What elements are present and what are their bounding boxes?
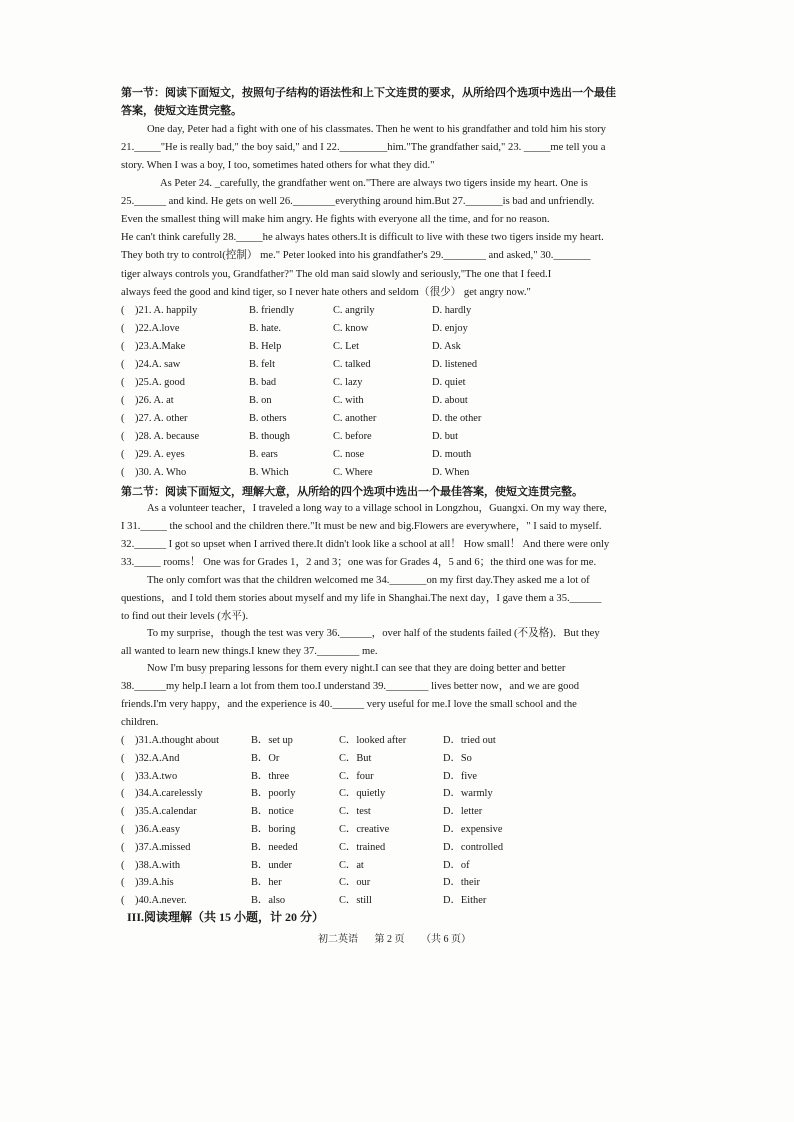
option-c: C. another [333, 413, 377, 424]
option-a: )29. A. eyes [135, 449, 185, 460]
option-c: C. know [333, 323, 369, 334]
option-b: B. friendly [249, 305, 295, 316]
passage1-line: 21._____"He is really bad," the boy said," and I 22._________him."The grandfather said," 23. _____me tell you a [121, 142, 606, 153]
option-d: D. but [432, 431, 458, 442]
option-a: )30. A. Who [135, 467, 187, 478]
answer-blank[interactable]: ( [121, 359, 125, 370]
option-c: C．our [339, 877, 371, 889]
option-c: C. Where [333, 467, 373, 478]
question-row [121, 876, 681, 890]
option-d: D. the other [432, 413, 482, 424]
option-b: B. others [249, 413, 287, 424]
page-footer [318, 930, 485, 945]
option-b: B．notice [251, 806, 294, 818]
option-a: )40.A.never. [135, 895, 187, 907]
answer-blank[interactable]: ( [121, 859, 125, 871]
answer-blank[interactable]: ( [121, 467, 125, 478]
section3-heading: III.阅读理解（共 15 小题，计 20 分） [127, 910, 325, 924]
section1-instructions-line-2: 答案，使短文连贯完整。 [121, 105, 242, 117]
option-b: B．poorly [251, 788, 296, 800]
option-b: B. Which [249, 467, 289, 478]
option-a: )27. A. other [135, 413, 188, 424]
question-row [121, 841, 681, 855]
option-a: )38.A.with [135, 859, 181, 871]
option-d: D. Ask [432, 341, 461, 352]
option-c: C．creative [339, 824, 390, 835]
option-a: )35.A.calendar [135, 806, 197, 818]
passage2-line: I 31._____ the school and the children there."It must be new and big.Flowers are everywhere，" I said to myself. [121, 521, 602, 532]
passage2-line: children. [121, 717, 159, 728]
passage1-line: tiger always controls you, Grandfather?" The old man said slowly and seriously,"The one that I feed.I [121, 269, 552, 280]
option-d: D．expensive [443, 824, 503, 835]
option-a: )32.A.And [135, 752, 180, 764]
option-b: B．also [251, 895, 286, 907]
question-row [121, 394, 681, 408]
option-a: )37.A.missed [135, 841, 191, 853]
answer-blank[interactable]: ( [121, 788, 125, 800]
footer-total: （共 6 页） [421, 934, 471, 945]
option-b: B．her [251, 877, 282, 889]
question-row [121, 304, 681, 318]
option-a: )36.A.easy [135, 824, 181, 835]
option-b: B. felt [249, 359, 275, 370]
option-d: D．five [443, 770, 478, 782]
option-c: C. with [333, 395, 364, 406]
option-a: )22.A.love [135, 323, 180, 334]
passage2-line: questions，and I told them stories about myself and my life in Shanghai.The next day，I gave them a 35.______ [121, 593, 602, 604]
passage2-line: As a volunteer teacher，I traveled a long way to a village school in Longzhou，Guangxi. On my way there, [147, 503, 607, 514]
option-d: D．letter [443, 806, 483, 818]
section2-instructions: 第二节：阅读下面短文，理解大意，从所给的四个选项中选出一个最佳答案，使短文连贯完整。 [121, 486, 583, 498]
passage2-line: To my surprise，though the test was very 36.______，over half of the students failed (不及格)．But they [147, 628, 600, 639]
option-d: D．their [443, 877, 480, 889]
option-d: D. quiet [432, 377, 466, 388]
passage2-line: to find out their levels (水平). [121, 611, 249, 622]
question-row [121, 859, 681, 873]
passage2-line: 32.______ I got so upset when I arrived there.It didn't look like a school at all！ How small！ And there were only [121, 539, 610, 550]
option-d: D．controlled [443, 841, 504, 853]
answer-blank[interactable]: ( [121, 752, 125, 764]
option-c: C. nose [333, 449, 365, 460]
question-row [121, 752, 681, 766]
option-c: C. talked [333, 359, 371, 370]
question-row [121, 894, 681, 908]
option-d: D．of [443, 859, 470, 871]
answer-blank[interactable]: ( [121, 824, 125, 835]
option-b: B. though [249, 431, 290, 442]
passage2-line: The only comfort was that the children welcomed me 34._______on my first day.They asked me a lot of [147, 575, 590, 586]
answer-blank[interactable]: ( [121, 377, 125, 388]
option-d: D. When [432, 467, 470, 478]
answer-blank[interactable]: ( [121, 735, 125, 746]
passage1-line: story. When I was a boy, I too, sometimes hated others for what they did." [121, 160, 435, 171]
answer-blank[interactable]: ( [121, 895, 125, 907]
answer-blank[interactable]: ( [121, 323, 125, 334]
passage1-line: always feed the good and kind tiger, so I never hate others and seldom（很少） get angry now." [121, 287, 531, 298]
question-row [121, 823, 681, 837]
option-b: B. Help [249, 341, 282, 352]
option-b: B．three [251, 770, 290, 782]
option-a: )25.A. good [135, 377, 185, 388]
option-c: C．four [339, 770, 374, 782]
option-b: B. bad [249, 377, 277, 388]
option-b: B．under [251, 859, 292, 871]
answer-blank[interactable]: ( [121, 449, 125, 460]
option-a: )23.A.Make [135, 341, 186, 352]
option-d: D．tried out [443, 735, 496, 746]
option-c: C．quietly [339, 788, 386, 800]
passage1-line: He can't think carefully 28._____he always hates others.It is difficult to live with these two tigers inside my heart. [121, 232, 604, 243]
question-row [121, 340, 681, 354]
passage1-line: As Peter 24. _carefully, the grandfather went on."There are always two tigers inside my heart. One is [160, 178, 588, 189]
answer-blank[interactable]: ( [121, 413, 125, 424]
option-b: B．boring [251, 824, 296, 835]
option-b: B. ears [249, 449, 278, 460]
option-d: D. listened [432, 359, 478, 370]
option-a: )21. A. happily [135, 305, 198, 316]
option-c: C．still [339, 895, 372, 907]
question-row [121, 412, 681, 426]
option-a: )33.A.two [135, 770, 178, 782]
option-c: C．trained [339, 841, 386, 853]
option-d: D. enjoy [432, 323, 468, 334]
option-b: B．Or [251, 752, 280, 764]
question-row [121, 430, 681, 444]
option-d: D．So [443, 752, 472, 764]
option-c: C．test [339, 806, 371, 818]
footer-subject: 初二英语 [318, 934, 358, 945]
option-d: D. hardly [432, 305, 472, 316]
answer-blank[interactable]: ( [121, 877, 125, 889]
passage1-line: Even the smallest thing will make him angry. He fights with everyone all the time, and for no reason. [121, 214, 550, 225]
option-c: C. lazy [333, 377, 363, 388]
question-row [121, 376, 681, 390]
passage1-line: One day, Peter had a fight with one of his classmates. Then he went to his grandfather and told him his story [147, 124, 606, 135]
passage1-line: 25.______ and kind. He gets on well 26.________everything around him.But 27._______is bad and unfriendly. [121, 196, 595, 207]
question-row [121, 805, 681, 819]
passage2-line: all wanted to learn new things.I knew they 37.________ me. [121, 646, 378, 657]
option-d: D. mouth [432, 449, 472, 460]
passage2-line: Now I'm busy preparing lessons for them every night.I can see that they are doing better and better [147, 663, 566, 674]
option-b: B．set up [251, 735, 293, 746]
question-row [121, 734, 681, 748]
answer-blank[interactable]: ( [121, 841, 125, 853]
passage2-line: friends.I'm very happy，and the experience is 40.______ very useful for me.I love the small school and the [121, 699, 577, 710]
option-c: C．at [339, 859, 364, 871]
option-d: D．Either [443, 895, 487, 907]
option-a: )31.A.thought about [135, 735, 219, 746]
option-b: B. hate. [249, 323, 282, 334]
passage2-line: 38.______my help.I learn a lot from them too.I understand 39.________ lives better now，and we are good [121, 681, 580, 692]
question-row [121, 466, 681, 480]
answer-blank[interactable]: ( [121, 395, 125, 406]
question-row [121, 358, 681, 372]
question-row [121, 448, 681, 462]
question-row [121, 787, 681, 801]
answer-blank[interactable]: ( [121, 431, 125, 442]
question-row [121, 322, 681, 336]
option-c: C．But [339, 752, 372, 764]
option-c: C. before [333, 431, 372, 442]
passage2-line: 33._____ rooms！ One was for Grades 1，2 and 3；one was for Grades 4，5 and 6；the third one was for me. [121, 557, 597, 568]
option-c: C. Let [333, 341, 359, 352]
option-a: )24.A. saw [135, 359, 181, 370]
passage1-line: They both try to control(控制） me." Peter looked into his grandfather's 29.________ and asked," 30._______ [121, 250, 591, 261]
option-a: )28. A. because [135, 431, 200, 442]
option-a: )26. A. at [135, 395, 174, 406]
answer-blank[interactable]: ( [121, 341, 125, 352]
question-row [121, 770, 681, 784]
option-c: C. angrily [333, 305, 375, 316]
option-d: D. about [432, 395, 468, 406]
option-d: D．warmly [443, 788, 493, 800]
answer-blank[interactable]: ( [121, 806, 125, 818]
footer-page: 第 2 页 [374, 934, 405, 945]
option-b: B. on [249, 395, 272, 406]
section1-instructions-line-1: 第一节：阅读下面短文，按照句子结构的语法性和上下文连贯的要求，从所给四个选项中选出一个最佳 [121, 87, 616, 99]
answer-blank[interactable]: ( [121, 305, 125, 316]
option-a: )34.A.carelessly [135, 788, 203, 800]
option-b: B．needed [251, 841, 298, 853]
answer-blank[interactable]: ( [121, 770, 125, 782]
option-c: C．looked after [339, 735, 407, 746]
option-a: )39.A.his [135, 877, 174, 889]
